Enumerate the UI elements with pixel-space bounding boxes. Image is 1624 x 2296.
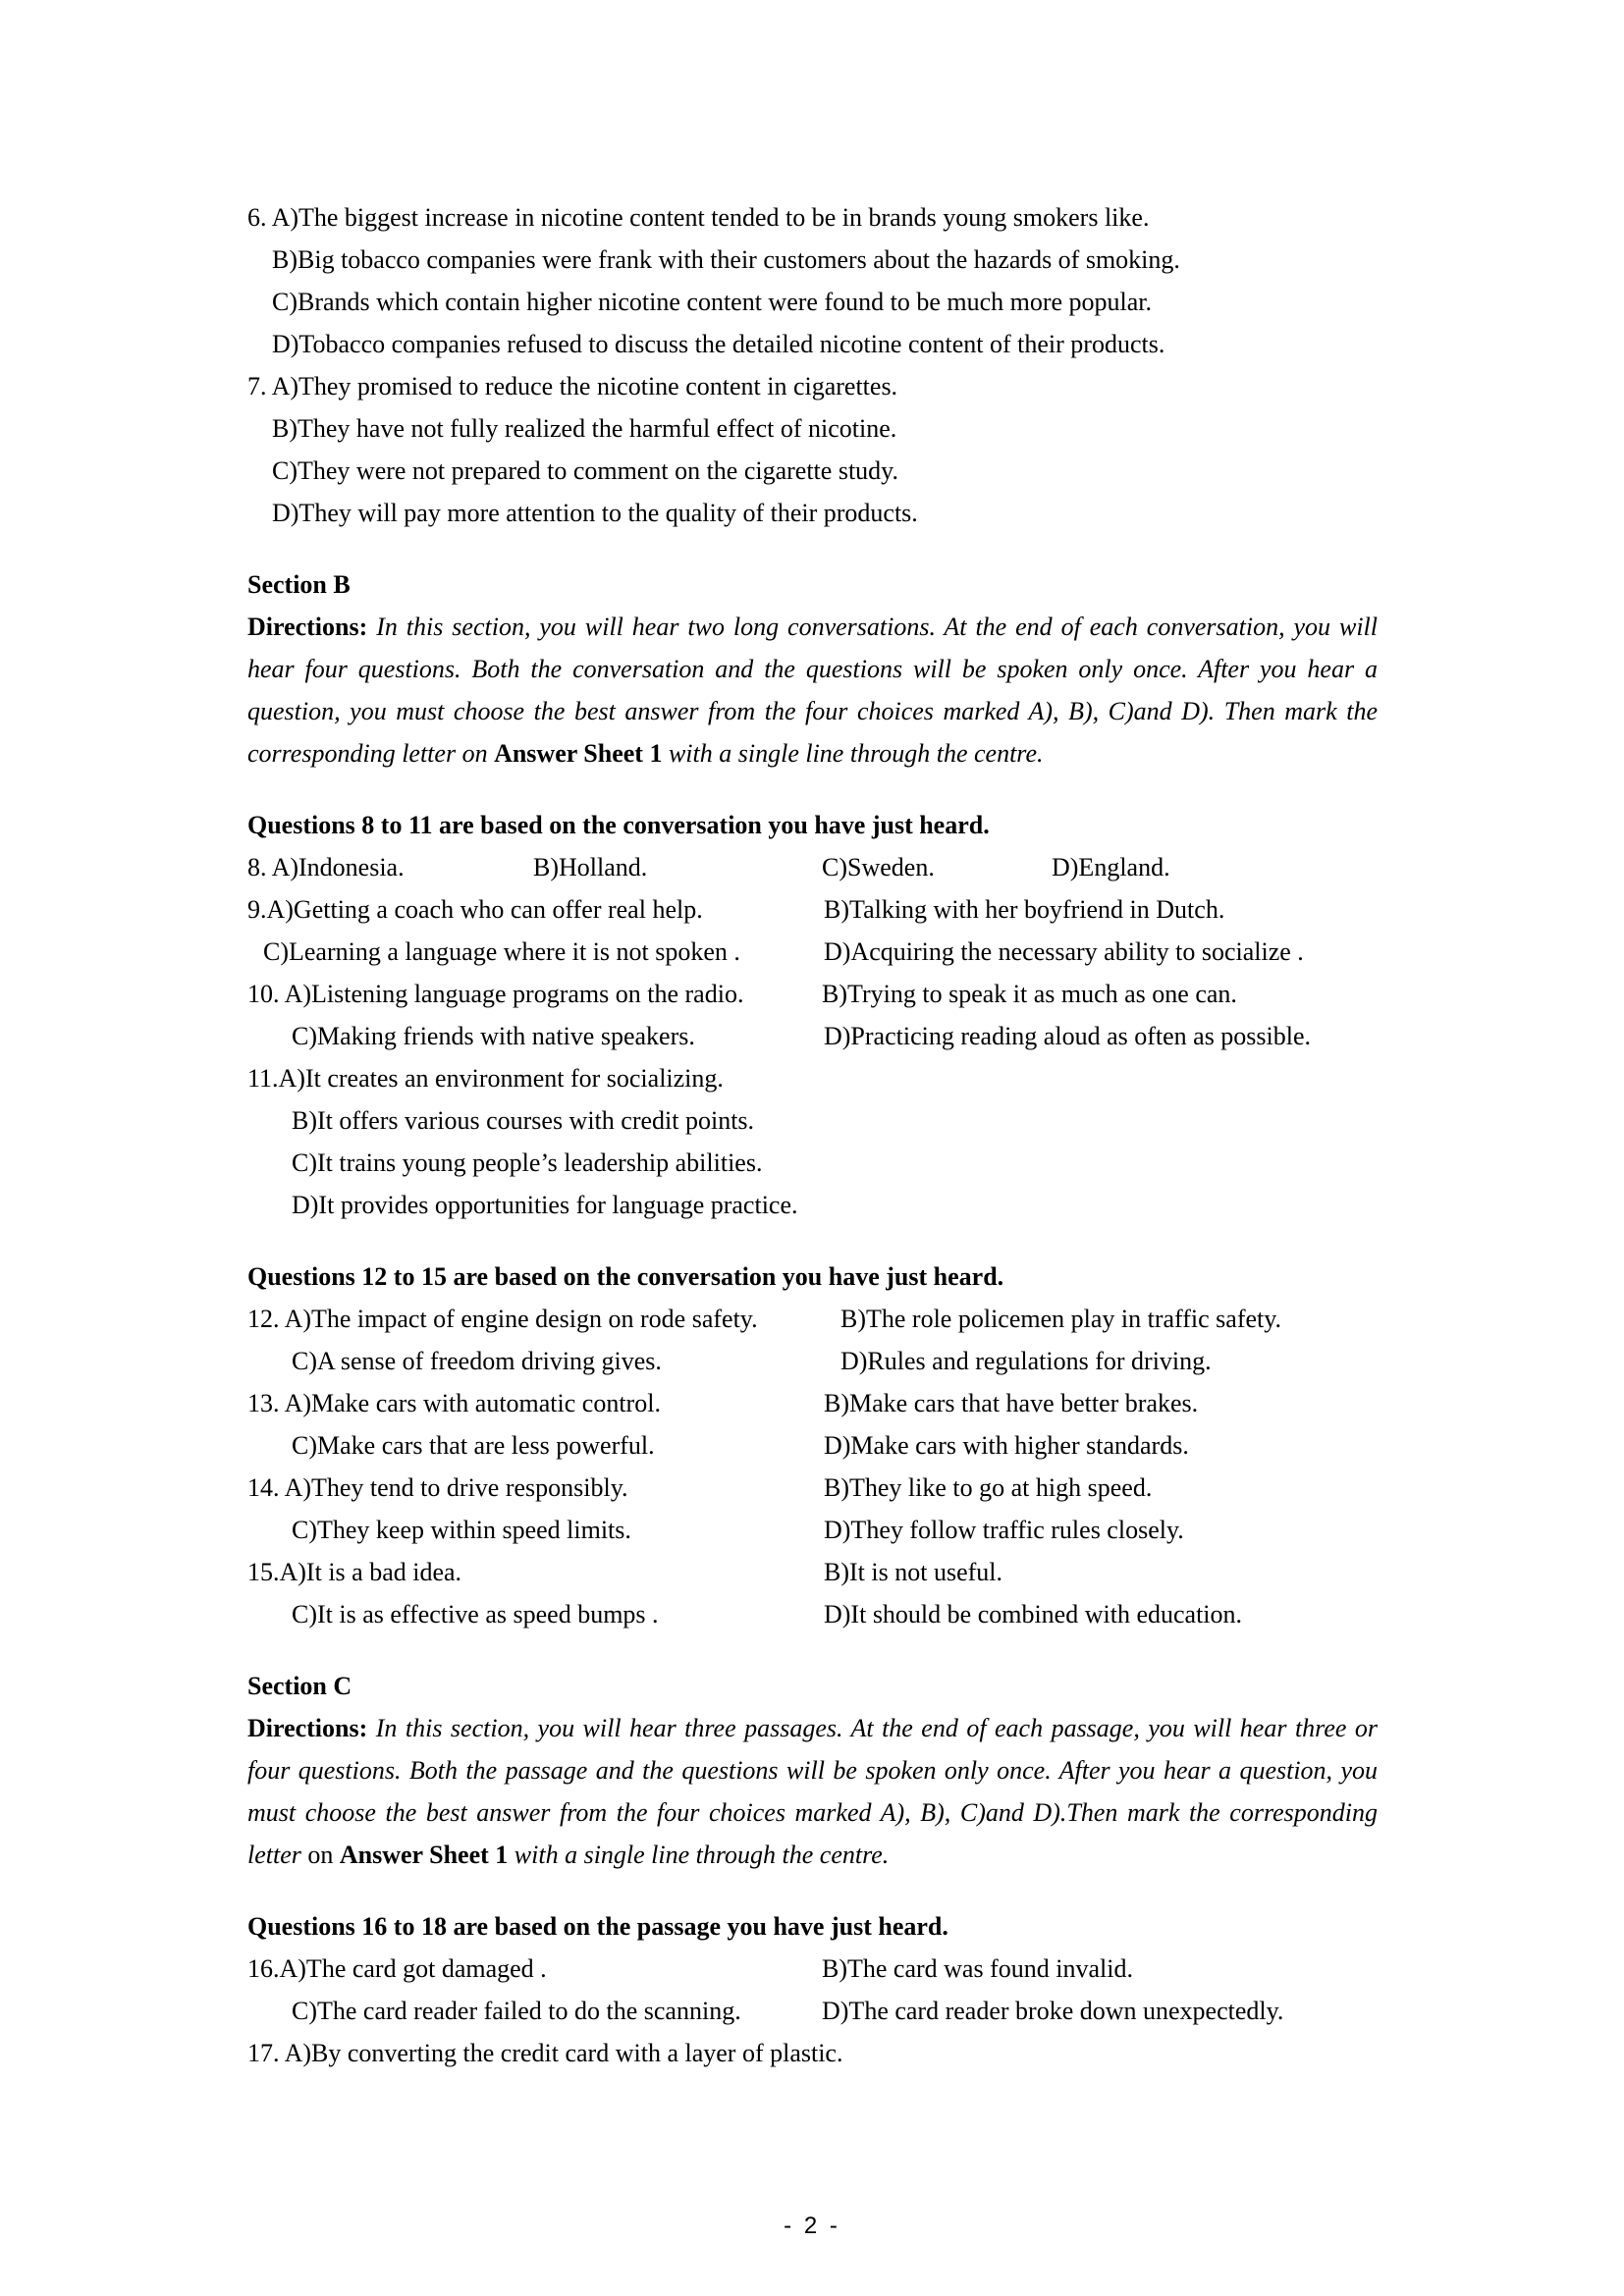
heading-questions-12-15: Questions 12 to 15 are based on the conversation you have just heard.: [247, 1262, 1004, 1291]
section-c-directions-on: on: [307, 1841, 340, 1869]
q13-option-a: 13. A)Make cars with automatic control.: [247, 1389, 661, 1417]
q16-option-d: D)The card reader broke down unexpectedly.: [822, 1997, 1284, 2025]
q16-options-row-1: [247, 1948, 1378, 1990]
q15-options-row-1: [247, 1551, 1378, 1593]
q7-option-d: D)They will pay more attention to the quality of their products.: [272, 499, 918, 527]
q15-options-row-2: [247, 1593, 1378, 1635]
section-b-directions-tail: with a single line through the centre.: [662, 739, 1044, 768]
section-c-directions-tail: with a single line through the centre.: [508, 1841, 890, 1869]
section-b-directions-body: In this section, you will hear two long conversations. At the end of each conversation, you will hear four questions. Both the conversation and the questions will be spoken only once. After you hear a question, you must choose the best answer from the four choices marked A), B), C)and D). Then mark the corresponding letter on: [247, 613, 1378, 768]
q13-option-d: D)Make cars with higher standards.: [824, 1431, 1189, 1460]
q10-option-a: 10. A)Listening language programs on the radio.: [247, 980, 744, 1008]
q15-option-d: D)It should be combined with education.: [824, 1600, 1243, 1629]
q9-options-row-1: [247, 888, 1378, 931]
q12-option-b: B)The role policemen play in traffic safety.: [840, 1305, 1282, 1333]
q14-options-row-1: [247, 1467, 1378, 1509]
q14-option-a: 14. A)They tend to drive responsibly.: [247, 1473, 628, 1502]
q14-option-c: C)They keep within speed limits.: [292, 1516, 631, 1544]
heading-questions-8-11: Questions 8 to 11 are based on the conversation you have just heard.: [247, 811, 990, 839]
q11-option-b: B)It offers various courses with credit points.: [292, 1106, 755, 1135]
page-number: - 2 -: [784, 2213, 840, 2239]
q12-options-row-2: [247, 1340, 1378, 1382]
q10-option-d: D)Practicing reading aloud as often as possible.: [824, 1022, 1312, 1050]
q14-option-b: B)They like to go at high speed.: [824, 1473, 1153, 1502]
q9-option-d: D)Acquiring the necessary ability to socialize .: [824, 937, 1304, 966]
q15-option-b: B)It is not useful.: [824, 1558, 1002, 1586]
section-c-directions-body: In this section, you will hear three passages. At the end of each passage, you will hear three or four questions. Both the passage and the questions will be spoken only once. After you hear a question, you must choose the best answer from the four choices marked A), B), C)and D).Then mark the corresponding letter: [247, 1714, 1378, 1869]
directions-label: Directions:: [247, 613, 368, 641]
q8-option-c: C)Sweden.: [822, 853, 935, 881]
q7-option-c: C)They were not prepared to comment on the cigarette study.: [272, 456, 898, 485]
q7-option-a: 7. A)They promised to reduce the nicotine content in cigarettes.: [247, 372, 898, 400]
q9-option-c: C)Learning a language where it is not spoken .: [263, 937, 740, 966]
q9-option-b: B)Talking with her boyfriend in Dutch.: [824, 895, 1225, 924]
q15-option-c: C)It is as effective as speed bumps .: [292, 1600, 659, 1629]
q8-option-b: B)Holland.: [533, 853, 648, 881]
q9-options-row-2: [247, 931, 1378, 973]
page-content: [247, 196, 1378, 2074]
q12-option-a: 12. A)The impact of engine design on rode safety.: [247, 1305, 758, 1333]
q10-option-b: B)Trying to speak it as much as one can.: [822, 980, 1237, 1008]
q8-option-a: 8. A)Indonesia.: [247, 853, 405, 881]
q6-option-a: 6. A)The biggest increase in nicotine content tended to be in brands young smokers like.: [247, 203, 1150, 232]
q6-option-b: B)Big tobacco companies were frank with their customers about the hazards of smoking.: [272, 245, 1180, 274]
q16-option-c: C)The card reader failed to do the scanning.: [292, 1997, 741, 2025]
answer-sheet-reference: Answer Sheet 1: [339, 1841, 509, 1869]
q13-option-b: B)Make cars that have better brakes.: [824, 1389, 1199, 1417]
section-c-title: Section C: [247, 1672, 352, 1700]
q17-option-a: 17. A)By converting the credit card with a layer of plastic.: [247, 2039, 843, 2067]
q16-option-a: 16.A)The card got damaged .: [247, 1954, 547, 1983]
q16-option-b: B)The card was found invalid.: [822, 1954, 1133, 1983]
spacer: [247, 1876, 1378, 1905]
q6-option-c: C)Brands which contain higher nicotine content were found to be much more popular.: [272, 288, 1153, 316]
q13-options-row-1: [247, 1382, 1378, 1424]
q13-options-row-2: [247, 1424, 1378, 1467]
q12-options-row-1: [247, 1298, 1378, 1340]
q8-option-d: D)England.: [1052, 853, 1170, 881]
spacer: [247, 774, 1378, 804]
directions-label: Directions:: [247, 1714, 368, 1742]
q13-option-c: C)Make cars that are less powerful.: [292, 1431, 655, 1460]
section-b-directions: [247, 606, 1378, 774]
q8-options-row: [247, 846, 1378, 888]
q16-options-row-2: [247, 1990, 1378, 2032]
q6-option-d: D)Tobacco companies refused to discuss the detailed nicotine content of their products.: [272, 330, 1165, 358]
q10-option-c: C)Making friends with native speakers.: [292, 1022, 695, 1050]
q11-option-c: C)It trains young people’s leadership abilities.: [292, 1148, 763, 1177]
q10-options-row-1: [247, 973, 1378, 1015]
q12-option-d: D)Rules and regulations for driving.: [840, 1347, 1212, 1375]
section-b-title: Section B: [247, 570, 351, 599]
spacer: [247, 534, 1378, 563]
q14-option-d: D)They follow traffic rules closely.: [824, 1516, 1184, 1544]
q9-option-a: 9.A)Getting a coach who can offer real help.: [247, 895, 703, 924]
answer-sheet-reference: Answer Sheet 1: [494, 739, 663, 768]
q15-option-a: 15.A)It is a bad idea.: [247, 1558, 462, 1586]
q11-option-d: D)It provides opportunities for language practice.: [292, 1191, 798, 1219]
spacer: [247, 1635, 1378, 1665]
q7-option-b: B)They have not fully realized the harmful effect of nicotine.: [272, 414, 897, 443]
heading-questions-16-18: Questions 16 to 18 are based on the passage you have just heard.: [247, 1912, 948, 1941]
q12-option-c: C)A sense of freedom driving gives.: [292, 1347, 662, 1375]
q10-options-row-2: [247, 1015, 1378, 1057]
spacer: [247, 1226, 1378, 1255]
q14-options-row-2: [247, 1509, 1378, 1551]
q11-option-a: 11.A)It creates an environment for socializing.: [247, 1064, 724, 1093]
section-c-directions: [247, 1707, 1378, 1876]
